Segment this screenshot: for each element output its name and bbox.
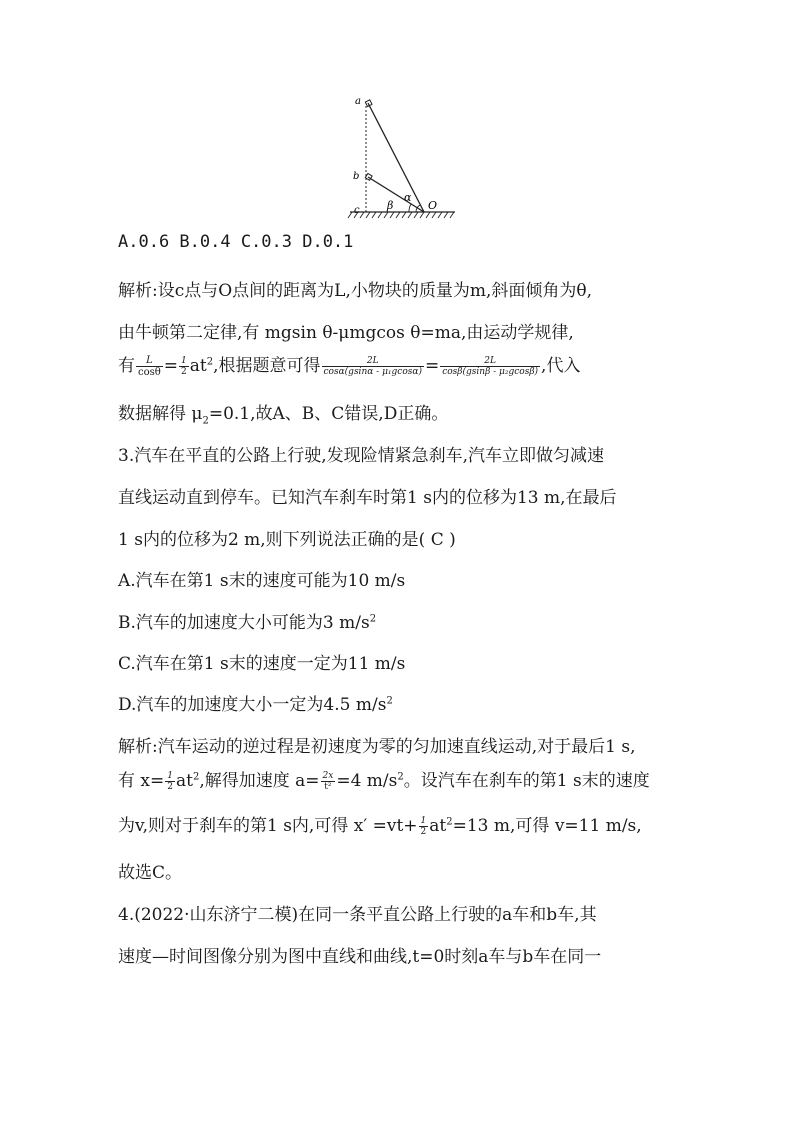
q2-analysis-line-2: 由牛顿第二定律,有 mgsin θ-μmgcos θ=ma,由运动学规律, [118, 323, 574, 343]
text-segment: at [429, 816, 447, 836]
text-segment: ,根据题意可得 [213, 356, 321, 376]
q3-stem-line-2: 直线运动直到停车。已知汽车刹车时第1 s内的位移为13 m,在最后 [118, 488, 617, 508]
fraction-denominator: 2 [420, 826, 427, 837]
fraction-2x-t2 [321, 772, 336, 792]
text-segment: 。设汽车在刹车的第1 s末的速度 [403, 771, 650, 791]
fraction-numerator: 2L [484, 355, 496, 366]
fraction-half [419, 817, 429, 837]
fraction-denominator: 2 [181, 366, 187, 377]
text-segment: 有 x= [118, 771, 165, 791]
fraction-numerator: L [146, 354, 153, 366]
ground-hatch [348, 212, 454, 218]
label-b: b [353, 171, 360, 182]
superscript: 2 [397, 771, 404, 783]
label-a: a [355, 96, 361, 107]
label-o: O [428, 199, 438, 212]
equals-sign: = [424, 356, 440, 376]
text-segment: 数据解得 μ [118, 404, 203, 424]
equals-sign: = [163, 356, 179, 376]
fraction-numerator: 1 [181, 355, 187, 366]
q2-analysis-line-1: 解析:设c点与O点间的距离为L,小物块的质量为m,斜面倾角为θ, [118, 281, 593, 301]
superscript: 2 [192, 771, 200, 783]
fraction-numerator: 1 [420, 815, 427, 826]
q3-option-c: C.汽车在第1 s末的速度一定为11 m/s [118, 654, 406, 674]
fraction-denominator: cosα(gsinα - μ₁gcosα) [323, 366, 422, 377]
subscript: 2 [202, 415, 209, 427]
fraction-denominator: 2 [167, 781, 173, 792]
q3-analysis-line-3 [118, 811, 642, 837]
q4-stem-line-1: 4.(2022·山东济宁二模)在同一条平直公路上行驶的a车和b车,其 [118, 905, 597, 925]
incline-a [368, 103, 424, 212]
fraction-numerator: 2x [322, 770, 334, 781]
q3-option-a: A.汽车在第1 s末的速度可能为10 m/s [118, 571, 406, 591]
text-segment: ,代入 [541, 356, 581, 376]
angle-arc-beta [409, 204, 411, 212]
text-segment: =0.1,故A、B、C错误,D正确。 [208, 404, 449, 424]
text-segment: =4 m/s [336, 771, 398, 791]
fraction-half [165, 772, 175, 792]
q3-option-b [118, 608, 376, 633]
fraction-numerator: 2L [366, 355, 379, 366]
q3-option-d [118, 690, 393, 715]
superscript: 2 [386, 695, 393, 707]
text-segment: =13 m,可得 v=11 m/s, [452, 816, 642, 836]
fraction-denominator: cosβ(gsinβ - μ₂gcosβ) [442, 366, 539, 377]
fraction-l-cos [136, 356, 163, 378]
label-beta: β [387, 199, 394, 212]
q3-analysis-line-2 [118, 766, 650, 792]
incline-figure [0, 0, 794, 230]
q4-stem-line-2: 速度—时间图像分别为图中直线和曲线,t=0时刻a车与b车在同一 [118, 947, 602, 967]
fraction-beta [440, 357, 540, 377]
q2-analysis-line-4 [118, 399, 448, 426]
fraction-alpha [322, 357, 424, 377]
text-segment: ,解得加速度 a= [199, 771, 320, 791]
superscript: 2 [369, 613, 377, 625]
text-segment: at [175, 771, 193, 791]
superscript: 2 [206, 356, 214, 368]
q2-options: A.0.6 B.0.4 C.0.3 D.0.1 [118, 232, 354, 252]
q3-stem-line-3: 1 s内的位移为2 m,则下列说法正确的是( C ) [118, 530, 456, 550]
q3-stem-line-1: 3.汽车在平直的公路上行驶,发现险情紧急刹车,汽车立即做匀减速 [118, 446, 605, 466]
superscript: 2 [446, 816, 453, 828]
fraction-half [179, 357, 189, 377]
text-segment: 为v,则对于刹车的第1 s内,可得 x′ =vt+ [118, 816, 418, 836]
fraction-denominator: cosθ [138, 366, 161, 378]
text-segment: at [189, 356, 207, 376]
text-segment: 有 [118, 356, 135, 376]
q3-analysis-line-4: 故选C。 [118, 863, 183, 883]
fraction-numerator: 1 [167, 770, 173, 781]
label-alpha: α [404, 191, 412, 204]
option-text: B.汽车的加速度大小可能为3 m/s [118, 613, 370, 633]
q2-analysis-line-3 [118, 351, 580, 378]
option-text: D.汽车的加速度大小一定为4.5 m/s [118, 695, 387, 715]
fraction-denominator: t² [321, 781, 336, 792]
label-c: c [354, 205, 360, 216]
q3-analysis-line-1: 解析:汽车运动的逆过程是初速度为零的匀加速直线运动,对于最后1 s, [118, 737, 636, 757]
